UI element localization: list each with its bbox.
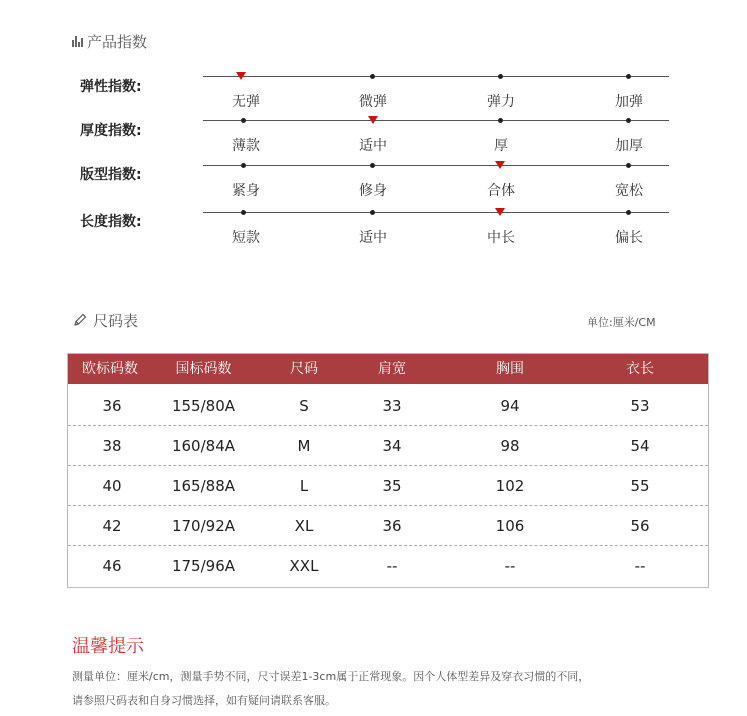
thickness-index-line: [203, 120, 669, 121]
cell-eu-size: 36: [102, 397, 122, 415]
cell-size: XXL: [289, 557, 319, 575]
index-dot: [241, 210, 246, 215]
elasticity-index-line: [203, 76, 669, 77]
length-option: 短款: [232, 230, 260, 246]
header-eu-size: 欧标码数: [82, 361, 138, 377]
cell-shoulder: --: [386, 557, 398, 575]
length-option: 中长: [487, 230, 515, 246]
cell-cn-size: 155/80A: [171, 397, 236, 415]
elasticity-option: 弹力: [487, 94, 515, 110]
index-dot: [498, 118, 503, 123]
cell-cn-size: 175/96A: [171, 557, 236, 575]
cell-eu-size: 40: [102, 477, 122, 495]
cell-length: 54: [630, 437, 650, 455]
table-row: [68, 466, 708, 506]
fit-index-line: [203, 165, 669, 166]
header-length: 衣长: [626, 361, 654, 377]
tip-text-line-1: 测量单位：厘米/cm，测量手势不同，尺寸误差1-3cm属于正常现象。因个人体型差异及穿衣习惯的不同，: [72, 670, 590, 683]
length-option: 偏长: [615, 230, 643, 246]
elasticity-option: 加弹: [615, 94, 643, 110]
cell-chest: 94: [500, 397, 520, 415]
size-table: [67, 353, 709, 588]
cell-eu-size: 38: [102, 437, 122, 455]
index-dot: [498, 74, 503, 79]
cell-shoulder: 35: [382, 477, 402, 495]
header-shoulder: 肩宽: [378, 361, 406, 377]
size-table-header: [68, 354, 708, 384]
cell-size: M: [297, 437, 311, 455]
header-cn-size: 国标码数: [175, 361, 232, 377]
header-chest: 胸围: [496, 361, 524, 377]
table-row: [68, 506, 708, 546]
cell-chest: 102: [495, 477, 525, 495]
cell-length: --: [634, 557, 646, 575]
index-dot: [626, 163, 631, 168]
thickness-index-label: 厚度指数:: [80, 123, 142, 139]
length-index-line: [203, 212, 669, 213]
table-row: [68, 426, 708, 466]
thickness-selected-marker: [368, 116, 378, 124]
bar-chart-icon: [72, 35, 83, 47]
fit-selected-marker: [495, 161, 505, 169]
pencil-icon: [72, 312, 88, 328]
cell-length: 56: [630, 517, 650, 535]
cell-cn-size: 170/92A: [171, 517, 236, 535]
cell-shoulder: 36: [382, 517, 402, 535]
index-dot: [370, 74, 375, 79]
index-section-header: [72, 30, 147, 52]
cell-size: S: [299, 397, 309, 415]
size-section-title: 尺码表: [93, 311, 139, 330]
index-dot: [241, 118, 246, 123]
fit-index-label: 版型指数:: [80, 167, 142, 183]
cell-eu-size: 42: [102, 517, 122, 535]
index-dot: [370, 163, 375, 168]
index-dot: [626, 74, 631, 79]
size-unit-label: 单位:厘米/CM: [587, 316, 656, 329]
thickness-option: 加厚: [615, 138, 643, 154]
index-dot: [626, 210, 631, 215]
index-dot: [241, 163, 246, 168]
header-size: 尺码: [290, 361, 318, 377]
cell-size: L: [299, 477, 309, 495]
thickness-option: 薄款: [232, 138, 260, 154]
cell-chest: 106: [495, 517, 525, 535]
length-option: 适中: [359, 230, 387, 246]
table-row: [68, 386, 708, 426]
fit-option: 宽松: [615, 183, 643, 199]
cell-chest: 98: [500, 437, 520, 455]
index-dot: [626, 118, 631, 123]
elasticity-index-label: 弹性指数:: [80, 79, 142, 95]
tip-text-line-2: 请参照尺码表和自身习惯选择，如有疑问请联系客服。: [72, 694, 336, 707]
table-row: [68, 546, 708, 586]
cell-cn-size: 165/88A: [171, 477, 236, 495]
length-index-label: 长度指数:: [80, 214, 142, 230]
cell-size: XL: [294, 517, 314, 535]
thickness-option: 厚: [494, 138, 508, 154]
cell-shoulder: 33: [382, 397, 402, 415]
length-selected-marker: [495, 208, 505, 216]
elasticity-selected-marker: [236, 72, 246, 80]
cell-length: 53: [630, 397, 650, 415]
fit-option: 修身: [359, 183, 387, 199]
cell-eu-size: 46: [102, 557, 122, 575]
cell-length: 55: [630, 477, 650, 495]
elasticity-option: 无弹: [232, 94, 260, 110]
cell-shoulder: 34: [382, 437, 402, 455]
fit-option: 合体: [487, 183, 515, 199]
fit-option: 紧身: [232, 183, 260, 199]
elasticity-option: 微弹: [359, 94, 387, 110]
cell-chest: --: [504, 557, 516, 575]
thickness-option: 适中: [359, 138, 387, 154]
size-section-header: [72, 308, 138, 332]
index-dot: [370, 210, 375, 215]
tip-title: 温馨提示: [72, 636, 144, 657]
index-section-title: 产品指数: [87, 32, 148, 51]
cell-cn-size: 160/84A: [171, 437, 236, 455]
